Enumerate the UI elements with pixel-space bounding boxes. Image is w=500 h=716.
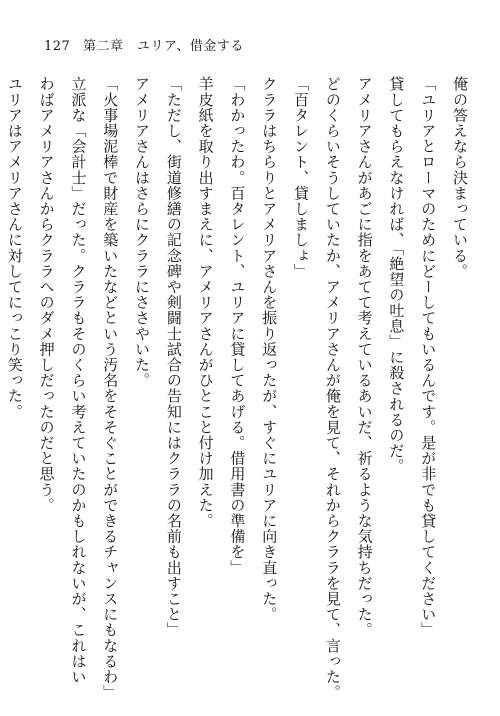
text-line: 「百タレント、貸しましょ」 — [292, 76, 311, 279]
running-header — [44, 38, 244, 56]
text-line: 羊皮紙を取り出すまえに、アメリアさんがひとこと付け加えた。 — [196, 76, 215, 529]
text-line: クララはちらりとアメリアさんを振り返ったが、すぐにユリアに向き直った。 — [260, 76, 279, 622]
vertical-body-text — [5, 76, 475, 700]
text-line: わばアメリアさんからクララへのダメ押しだったのだと思う。 — [37, 76, 56, 513]
text-line: 「わかったわ。百タレント、ユリアに貸してあげる。借用書の準備を」 — [228, 76, 247, 576]
page-number: 127 — [44, 39, 71, 54]
text-line: 「ただし、街道修繕の記念碑や剣闘士試合の告知にはクララの名前も出すこと」 — [164, 76, 183, 638]
text-line: アメリアさんはさらにクララにささやいた。 — [133, 76, 152, 388]
text-line: 「火事場泥棒で財産を築いたなどという汚名をそそぐことができるチャンスにもなるわ」 — [101, 76, 120, 700]
chapter-title: 第二章 ユリア、借金する — [82, 39, 244, 54]
text-line: どのくらいそうしていたか、アメリアさんが俺を見て、それからクララを見て、言った。 — [323, 76, 342, 700]
text-line: ユリアはアメリアさんに対してにっこり笑った。 — [5, 76, 24, 420]
text-line: 「ユリアとローマのためにどーしてもいるんです。是が非でも貸してください」 — [419, 76, 438, 638]
text-line: 貸してもらえなければ、「絶望の吐息」に殺されるのだ。 — [387, 76, 406, 475]
text-line: 俺の答えなら決まっている。 — [451, 76, 469, 279]
text-line: アメリアさんがあごに指をあてて考えているあいだ、祈るような気持ちだった。 — [355, 76, 374, 638]
text-line: 立派な「会計士」だった。クララもそのくらい考えていたのかもしれないが、これはい — [69, 76, 88, 685]
